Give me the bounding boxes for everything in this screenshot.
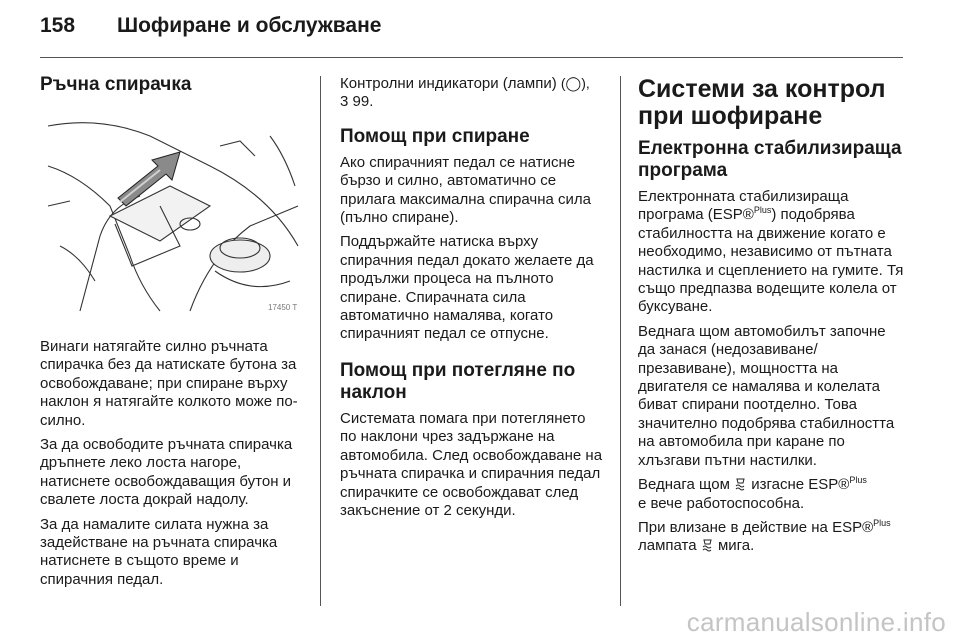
- esp-flashing-icon: [701, 538, 714, 552]
- indicator-reference: [340, 74, 604, 112]
- esp-p4-text-a: При влизане в действие на ESP®: [638, 518, 874, 536]
- esp-p1-text-b: ) подобрява стабилността на движение когато е необходимо, независимо от пътната настилка и сцеплението на гумите. Тя също предпазва водещите колела от буксуване.: [638, 206, 904, 316]
- section-heading-hill-start: Помощ при потегляне по наклон: [340, 359, 576, 403]
- main-heading-driving-control: Системи за контрол при шофиране: [638, 75, 886, 130]
- page-title: Шофиране и обслужване: [117, 14, 382, 37]
- header-rule: [40, 57, 903, 58]
- esp-paragraph-4: [638, 519, 906, 556]
- esp-paragraph-2: Веднага щом автомобилът започне да занася (недозавиване/ презавиване), мощността на двигателя се намалява и колелата биват спирани поотделно. Това значително подобрява стабилността на автомобила при каране по хлъзгави пътни настилки.: [638, 322, 895, 469]
- section-heading-handbrake: Ръчна спирачка: [40, 74, 192, 95]
- page-header: [0, 0, 960, 56]
- handbrake-illustration: [40, 106, 302, 316]
- column-handbrake: [40, 74, 302, 595]
- esp-p3-text-b: изгасне ESP®: [751, 476, 850, 494]
- hill-start-paragraph-1: Системата помага при потеглянето по наклони чрез задържане на автомобила. След освобождаване на ръчната спирачка и спирачния педал спирачките се освобождават след закъснение от 2 секунди.: [340, 409, 603, 519]
- sub-heading-esp: Електронна стабилизираща програма: [638, 138, 902, 181]
- section-heading-brake-assist: Помощ при спиране: [340, 125, 530, 147]
- esp-warning-icon: [734, 477, 747, 491]
- brake-warning-icon: (◯),: [560, 75, 590, 91]
- page-ref-arrow-icon: 3: [340, 93, 349, 111]
- column-divider-1: [320, 76, 321, 606]
- esp-p3-text-a: Веднага щом: [638, 476, 730, 494]
- page-ref-number: 99.: [352, 93, 374, 111]
- watermark-brand: carmanualsonline.info: [686, 607, 946, 637]
- esp-p4-text-b: лампата: [638, 537, 697, 555]
- esp-p4-sup: Plus: [873, 517, 891, 528]
- handbrake-figure-svg: [40, 106, 302, 316]
- column-divider-2: [620, 76, 621, 606]
- handbrake-paragraph-2: За да освободите ръчната спирачка дръпнете леко лоста нагоре, натиснете освобождаващия бутон и свалете лоста докрай надолу.: [40, 436, 293, 509]
- handbrake-paragraph-1: Винаги натягайте силно ръчната спирачка без да натискате бутона за освобождаване; при спиране върху наклон я натягайте колкото може по-силно.: [40, 338, 298, 429]
- esp-p1-sup: Plus: [753, 205, 772, 216]
- figure-code: 17450 T: [268, 303, 298, 312]
- column-brake-assist: [340, 74, 604, 526]
- esp-p3-sup: Plus: [849, 475, 867, 486]
- esp-p4-text-c: мига.: [717, 537, 755, 555]
- indicator-reference-text: Контролни индикатори (лампи): [340, 75, 557, 92]
- brake-assist-paragraph-2: Поддържайте натиска върху спирачния педал докато желаете да продължи процеса на пълното спиране. Спирачната сила автоматично намалява, когато спирачният педал се отпусне.: [340, 233, 594, 343]
- handbrake-paragraph-3: За да намалите силата нужна за задействане на ръчната спирачка натиснете в същото време и спирачния педал.: [40, 515, 278, 588]
- page-number: 158: [40, 14, 76, 37]
- esp-p3-text-c: е вече работоспособна.: [638, 494, 805, 512]
- esp-paragraph-1: [638, 188, 906, 317]
- brake-assist-paragraph-1: Ако спирачният педал се натисне бързо и силно, автоматично се прилага максимална спирачна сила (пълно спиране).: [340, 153, 591, 227]
- column-driving-control: [638, 76, 906, 562]
- esp-paragraph-3: [638, 476, 906, 513]
- esp-p1-text-a: Електронната стабилизираща програма (ESP®: [638, 188, 849, 224]
